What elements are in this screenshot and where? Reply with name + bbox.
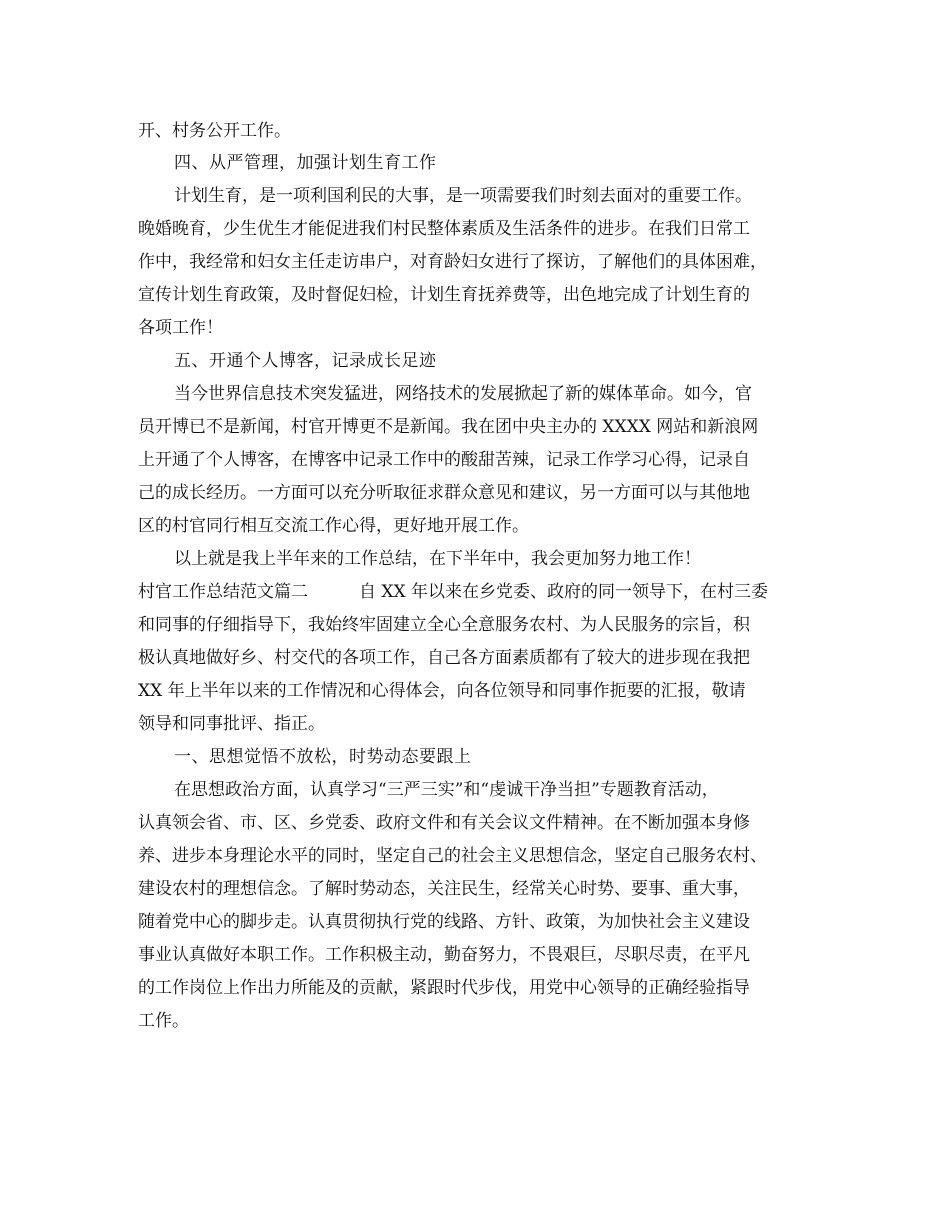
text-line: 区的村官同行相互交流工作心得，更好地开展工作。 (138, 516, 529, 536)
text-line: 上开通了个人博客，在博客中记录工作中的酸甜苦辣，记录工作学习心得，记录自 (138, 450, 750, 470)
text-line: 开、村务公开工作。 (138, 121, 291, 141)
text-line: 宣传计划生育政策，及时督促妇检，计划生育抚养费等，出色地完成了计划生育的 (138, 285, 750, 305)
text-line: 以上就是我上半年来的工作总结，在下半年中，我会更加努力地工作！ (174, 549, 701, 569)
text-line: 领导和同事批评、指正。 (138, 714, 325, 734)
text-line: 养、进步本身理论水平的同时，坚定自己的社会主义思想信念，坚定自己服务农村、 (138, 846, 767, 866)
text-line: 各项工作！ (138, 318, 223, 338)
text-line: 随着党中心的脚步走。认真贯彻执行党的线路、方针、政策，为加快社会主义建设 (138, 912, 750, 932)
section-heading: 五、开通个人博客，记录成长足迹 (174, 351, 437, 371)
text-line: 在思想政治方面，认真学习“三严三实”和“虔诚干净当担”专题教育活动， (174, 780, 719, 800)
text-line: 己的成长经历。一方面可以充分听取征求群众意见和建议，另一方面可以与其他地 (138, 483, 750, 503)
text-line: 作中，我经常和妇女主任走访串户，对育龄妇女进行了探访，了解他们的具体困难， (138, 252, 767, 272)
text-line: 和同事的仔细指导下，我始终牢固建立全心全意服务农村、为人民服务的宗旨，积 (138, 615, 750, 635)
text-line: 的工作岗位上作出力所能及的贡献，紧跟时代步伐，用党中心领导的正确经验指导 (138, 978, 750, 998)
section-heading: 一、思想觉悟不放松，时势动态要跟上 (174, 747, 472, 767)
text-line: 工作。 (138, 1011, 189, 1031)
text-line: 员开博已不是新闻，村官开博更不是新闻。我在团中央主办的 XXXX 网站和新浪网 (138, 417, 759, 437)
section-heading: 四、从严管理，加强计划生育工作 (174, 153, 437, 173)
text-line: 事业认真做好本职工作。工作积极主动，勤奋努力，不畏艰巨，尽职尽责，在平凡 (138, 945, 750, 965)
text-line: 极认真地做好乡、村交代的各项工作，自己各方面素质都有了较大的进步现在我把 (138, 648, 750, 668)
text-line: 计划生育，是一项利国利民的大事，是一项需要我们时刻去面对的重要工作。 (174, 186, 752, 206)
text-line: 村官工作总结范文篇二 自 XX 年以来在乡党委、政府的同一领导下，在村三委 (138, 582, 769, 602)
text-line: XX 年上半年以来的工作情况和心得体会，向各位领导和同事作扼要的汇报，敬请 (138, 681, 746, 701)
text-line: 认真领会省、市、区、乡党委、政府文件和有关会议文件精神。在不断加强本身修 (138, 813, 750, 833)
text-line: 建设农村的理想信念。了解时势动态，关注民生，经常关心时势、要事、重大事， (138, 879, 750, 899)
text-line: 晚婚晚育，少生优生才能促进我们村民整体素质及生活条件的进步。在我们日常工 (138, 219, 750, 239)
text-line: 当今世界信息技术突发猛进，网络技术的发展掀起了新的媒体革命。如今，官 (174, 384, 752, 404)
